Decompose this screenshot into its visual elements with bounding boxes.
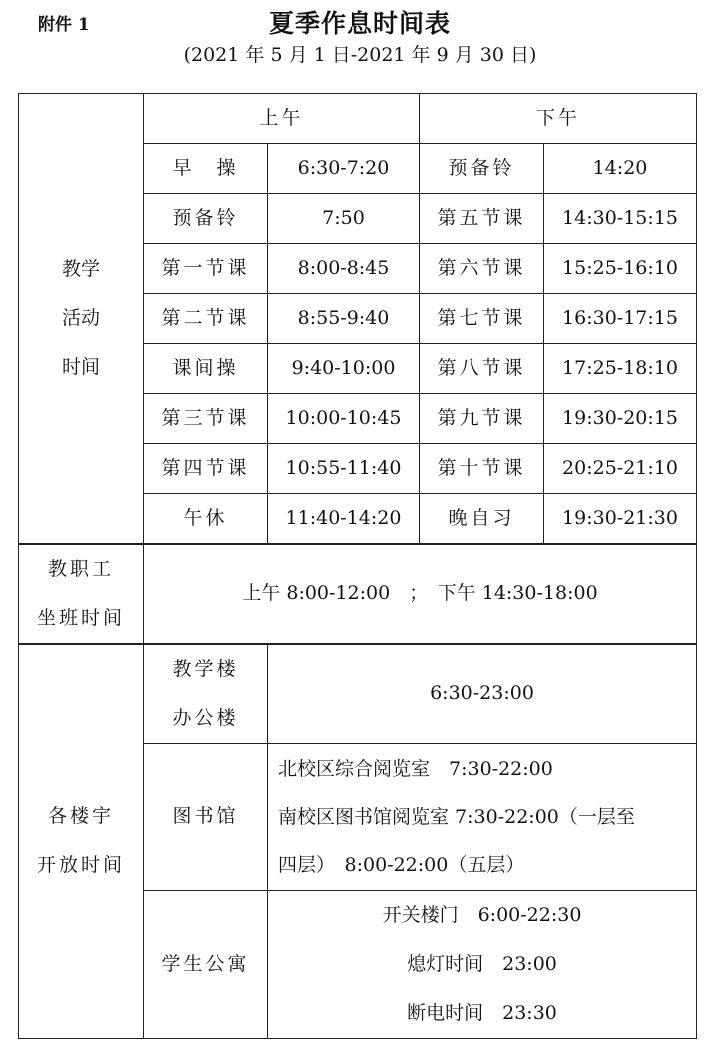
am-item-name: 早 操 [144, 144, 268, 194]
pm-item-name: 预备铃 [420, 144, 544, 194]
teaching-section [19, 94, 697, 544]
attachment-label: 附件 1 [38, 15, 90, 35]
staff-label-line-1: 教职工 [47, 557, 114, 580]
pm-item-time: 14:30-15:15 [544, 194, 697, 244]
dorm-name: 学生公寓 [144, 890, 268, 1038]
pm-item-name: 第五节课 [420, 194, 544, 244]
library-line-2: 南校区图书馆阅览室 7:30-22:00（一层至 [278, 805, 635, 828]
dorm-line-2: 熄灯时间 23:00 [407, 952, 557, 975]
library-name: 图书馆 [144, 743, 268, 890]
am-item-name: 第三节课 [144, 394, 268, 444]
dorm-line-1: 开关楼门 6:00-22:30 [382, 903, 582, 926]
am-item-time: 8:55-9:40 [268, 294, 420, 344]
dorm-hours [268, 890, 697, 1038]
am-item-name: 第二节课 [144, 294, 268, 344]
buildings-label-line-1: 各楼宇 [47, 805, 114, 827]
library-line-1: 北校区综合阅览室 7:30-22:00 [278, 757, 553, 780]
pm-item-time: 15:25-16:10 [544, 244, 697, 294]
am-item-time: 8:00-8:45 [268, 244, 420, 294]
am-item-time: 10:55-11:40 [268, 444, 420, 494]
schedule-table [18, 93, 697, 1039]
am-item-name: 课间操 [144, 344, 268, 394]
library-hours [268, 743, 697, 890]
staff-section-label [19, 544, 144, 644]
pm-item-time: 16:30-17:15 [544, 294, 697, 344]
buildings-section-label [19, 644, 144, 1039]
am-item-time: 7:50 [268, 194, 420, 244]
pm-item-name: 第七节课 [420, 294, 544, 344]
am-item-name: 第四节课 [144, 444, 268, 494]
am-item-name: 预备铃 [144, 194, 268, 244]
am-item-time: 6:30-7:20 [268, 144, 420, 194]
pm-item-name: 第十节课 [420, 444, 544, 494]
am-item-name: 第一节课 [144, 244, 268, 294]
am-item-name: 午休 [144, 494, 268, 544]
teaching-building-row [19, 644, 697, 744]
pm-item-name: 第六节课 [420, 244, 544, 294]
pm-item-time: 20:25-21:10 [544, 444, 697, 494]
am-item-time: 10:00-10:45 [268, 394, 420, 444]
page-title: 夏季作息时间表 [268, 9, 451, 38]
am-item-time: 11:40-14:20 [268, 494, 420, 544]
buildings-label-line-2: 开放时间 [36, 854, 125, 876]
teaching-label-line-2: 活动 [61, 306, 100, 329]
teaching-label-line-3: 时间 [61, 355, 100, 378]
teaching-building-name-line-2: 办公楼 [172, 706, 239, 729]
staff-label-line-2: 坐班时间 [36, 606, 125, 629]
morning-header: 上午 [144, 94, 420, 144]
staff-section [19, 544, 697, 644]
pm-item-name: 第九节课 [420, 394, 544, 444]
pm-item-time: 19:30-20:15 [544, 394, 697, 444]
period-header-row [19, 94, 697, 144]
teaching-label-line-1: 教学 [61, 257, 100, 280]
staff-hours: 上午 8:00-12:00 ； 下午 14:30-18:00 [144, 544, 697, 644]
pm-item-time: 14:20 [544, 144, 697, 194]
staff-row [19, 544, 697, 644]
date-range: (2021 年 5 月 1 日-2021 年 9 月 30 日) [183, 44, 537, 66]
teaching-building-hours: 6:30-23:00 [268, 644, 697, 744]
pm-item-time: 19:30-21:30 [544, 494, 697, 544]
pm-item-name: 晚自习 [420, 494, 544, 544]
teaching-section-label [19, 94, 144, 544]
teaching-building-name [144, 644, 268, 744]
teaching-building-name-line-1: 教学楼 [172, 657, 239, 680]
am-item-time: 9:40-10:00 [268, 344, 420, 394]
dorm-line-3: 断电时间 23:30 [407, 1001, 557, 1024]
buildings-section [19, 644, 697, 1039]
pm-item-time: 17:25-18:10 [544, 344, 697, 394]
library-line-3: 四层） 8:00-22:00（五层） [278, 853, 525, 876]
pm-item-name: 第八节课 [420, 344, 544, 394]
afternoon-header: 下午 [420, 94, 697, 144]
